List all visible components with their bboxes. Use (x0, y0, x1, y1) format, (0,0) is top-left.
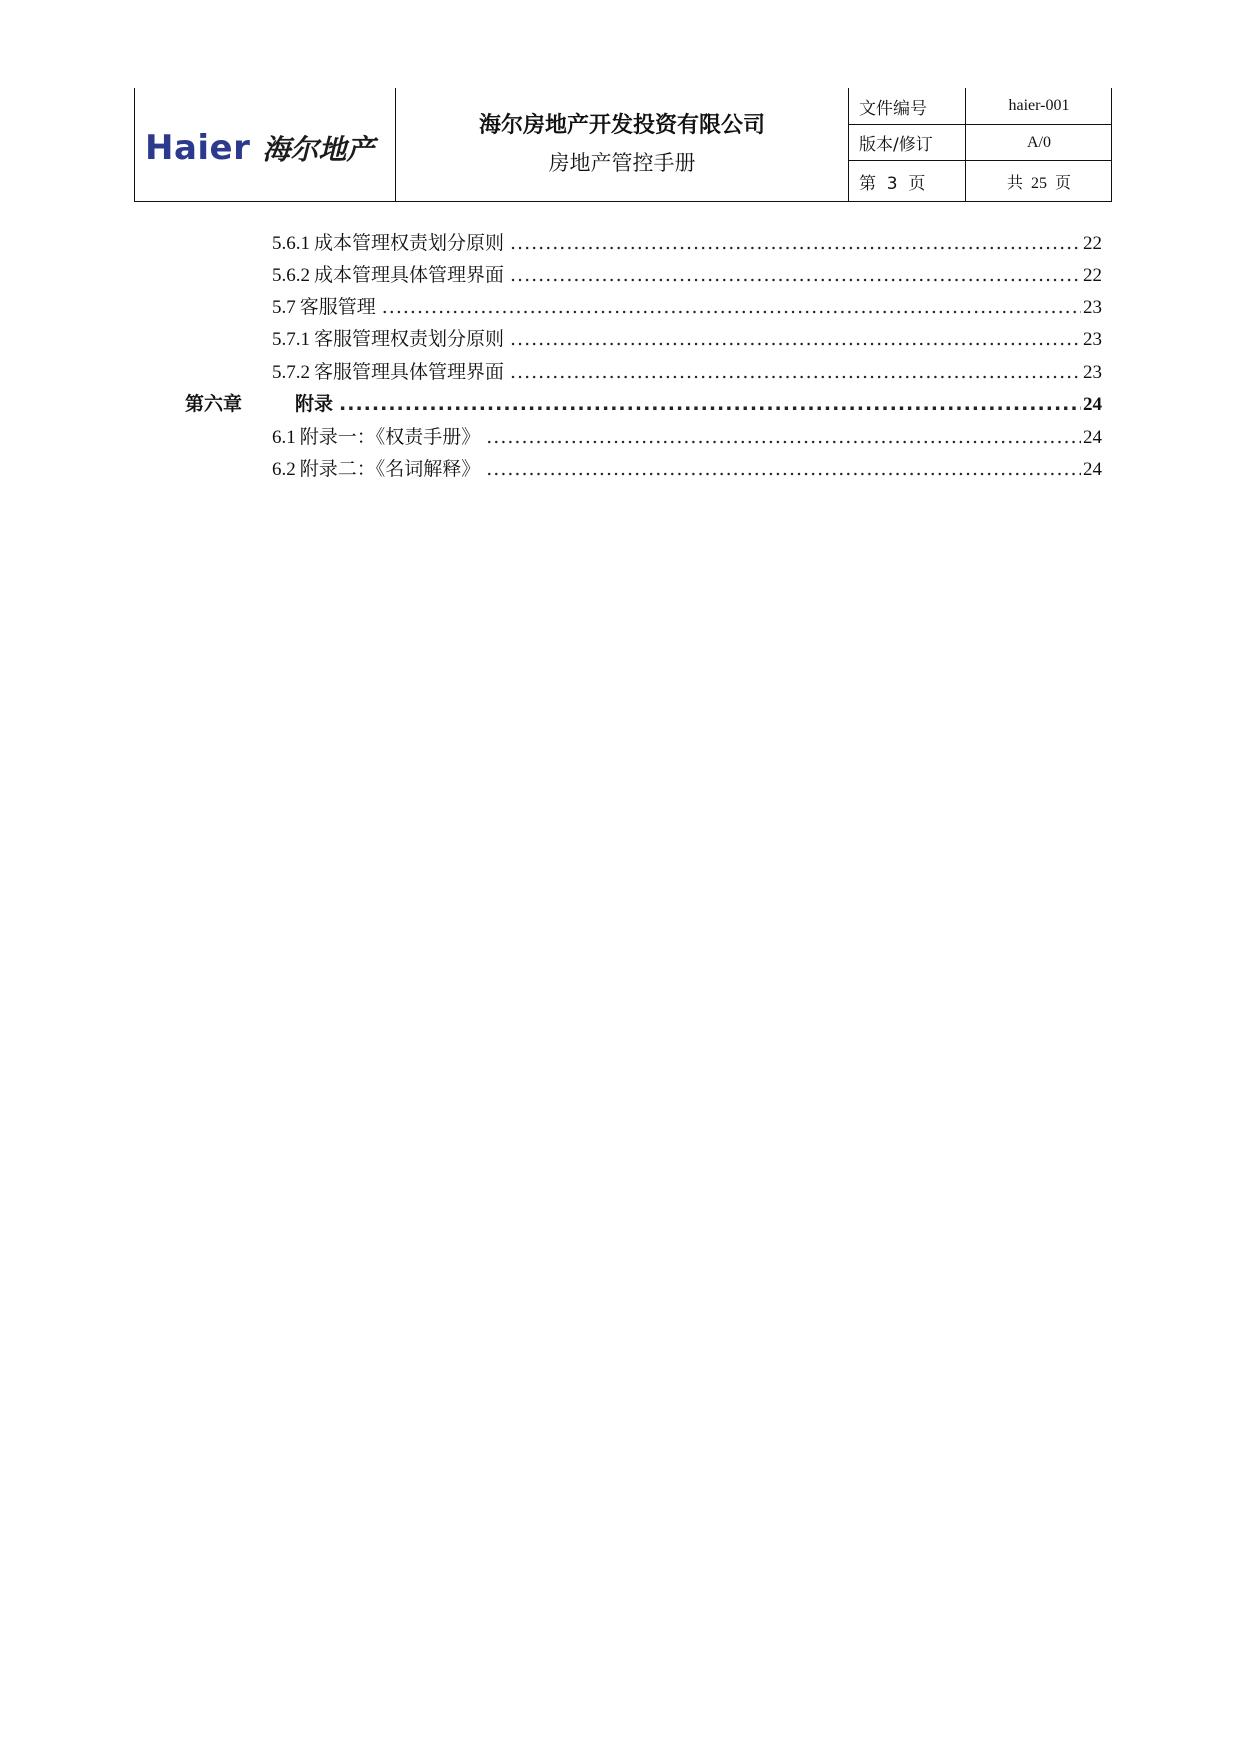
toc-entry-page: 22 (1083, 233, 1102, 254)
toc-leader-dots (339, 393, 1081, 415)
toc-entry-page: 23 (1083, 362, 1102, 383)
toc-entry[interactable] (272, 357, 1102, 385)
toc-chapter-number: 第六章 (185, 393, 243, 415)
toc-entry-number: 5.6.2 (272, 265, 310, 286)
toc-entry-title: 成本管理权责划分原则 (314, 232, 505, 254)
company-name: 海尔房地产开发投资有限公司 (478, 113, 765, 138)
doc-number-value: haier-001 (1008, 97, 1070, 114)
toc-entry[interactable] (272, 292, 1102, 320)
page-number-label: 第 3 页 (849, 161, 966, 201)
toc-entry-number: 6.2 (272, 459, 296, 480)
toc-entry[interactable] (272, 422, 1102, 450)
toc-entry-page: 24 (1083, 427, 1102, 448)
info-cell (849, 88, 1111, 201)
logo-text-cn: 海尔地产 (262, 133, 375, 166)
page-row (849, 161, 1111, 201)
doc-number-label: 文件编号 (849, 88, 966, 124)
toc-entry-page: 23 (1083, 329, 1102, 350)
toc-entry-number: 6.1 (272, 427, 296, 448)
toc-leader-dots (510, 361, 1081, 383)
toc-entry-title: 附录一：《权责手册》 (299, 426, 481, 448)
toc-leader-dots (510, 264, 1081, 286)
version-row (849, 125, 1111, 161)
toc-entry[interactable] (272, 228, 1102, 256)
toc-entry-number: 5.7.2 (272, 362, 310, 383)
toc-entry[interactable] (272, 324, 1102, 352)
toc-entry-title: 客服管理权责划分原则 (314, 328, 505, 350)
toc-entry-number: 5.7.1 (272, 329, 310, 350)
toc-entry-title: 客服管理 (299, 296, 376, 318)
page-total: 共 25 页 (1006, 174, 1071, 192)
toc-leader-dots (486, 458, 1081, 480)
doc-number-row (849, 88, 1111, 125)
toc-entry-number: 5.7 (272, 297, 296, 318)
toc-entry[interactable] (272, 454, 1102, 482)
title-cell (396, 88, 849, 201)
toc-entry-page: 22 (1083, 265, 1102, 286)
manual-title: 房地产管控手册 (548, 151, 696, 175)
version-label: 版本/修订 (849, 125, 966, 160)
toc-leader-dots (382, 296, 1081, 318)
version-value: A/0 (1027, 133, 1051, 151)
toc-leader-dots (486, 426, 1081, 448)
toc-entry-title: 客服管理具体管理界面 (314, 361, 505, 383)
logo-cell (135, 88, 396, 201)
logo-text-en: Haier (145, 128, 251, 168)
toc-entry-number: 5.6.1 (272, 233, 310, 254)
toc-entry[interactable] (272, 260, 1102, 288)
haier-logo (145, 128, 374, 168)
toc-chapter-title: 附录 (295, 393, 334, 415)
document-header (134, 88, 1112, 202)
toc-leader-dots (510, 328, 1081, 350)
toc-chapter-entry[interactable] (185, 389, 1102, 417)
toc-entry-title: 成本管理具体管理界面 (314, 264, 505, 286)
toc-entry-title: 附录二：《名词解释》 (299, 458, 481, 480)
toc-entry-page: 24 (1083, 459, 1102, 480)
toc-entry-page: 24 (1083, 394, 1102, 415)
toc-leader-dots (510, 232, 1081, 254)
toc-entry-page: 23 (1083, 297, 1102, 318)
